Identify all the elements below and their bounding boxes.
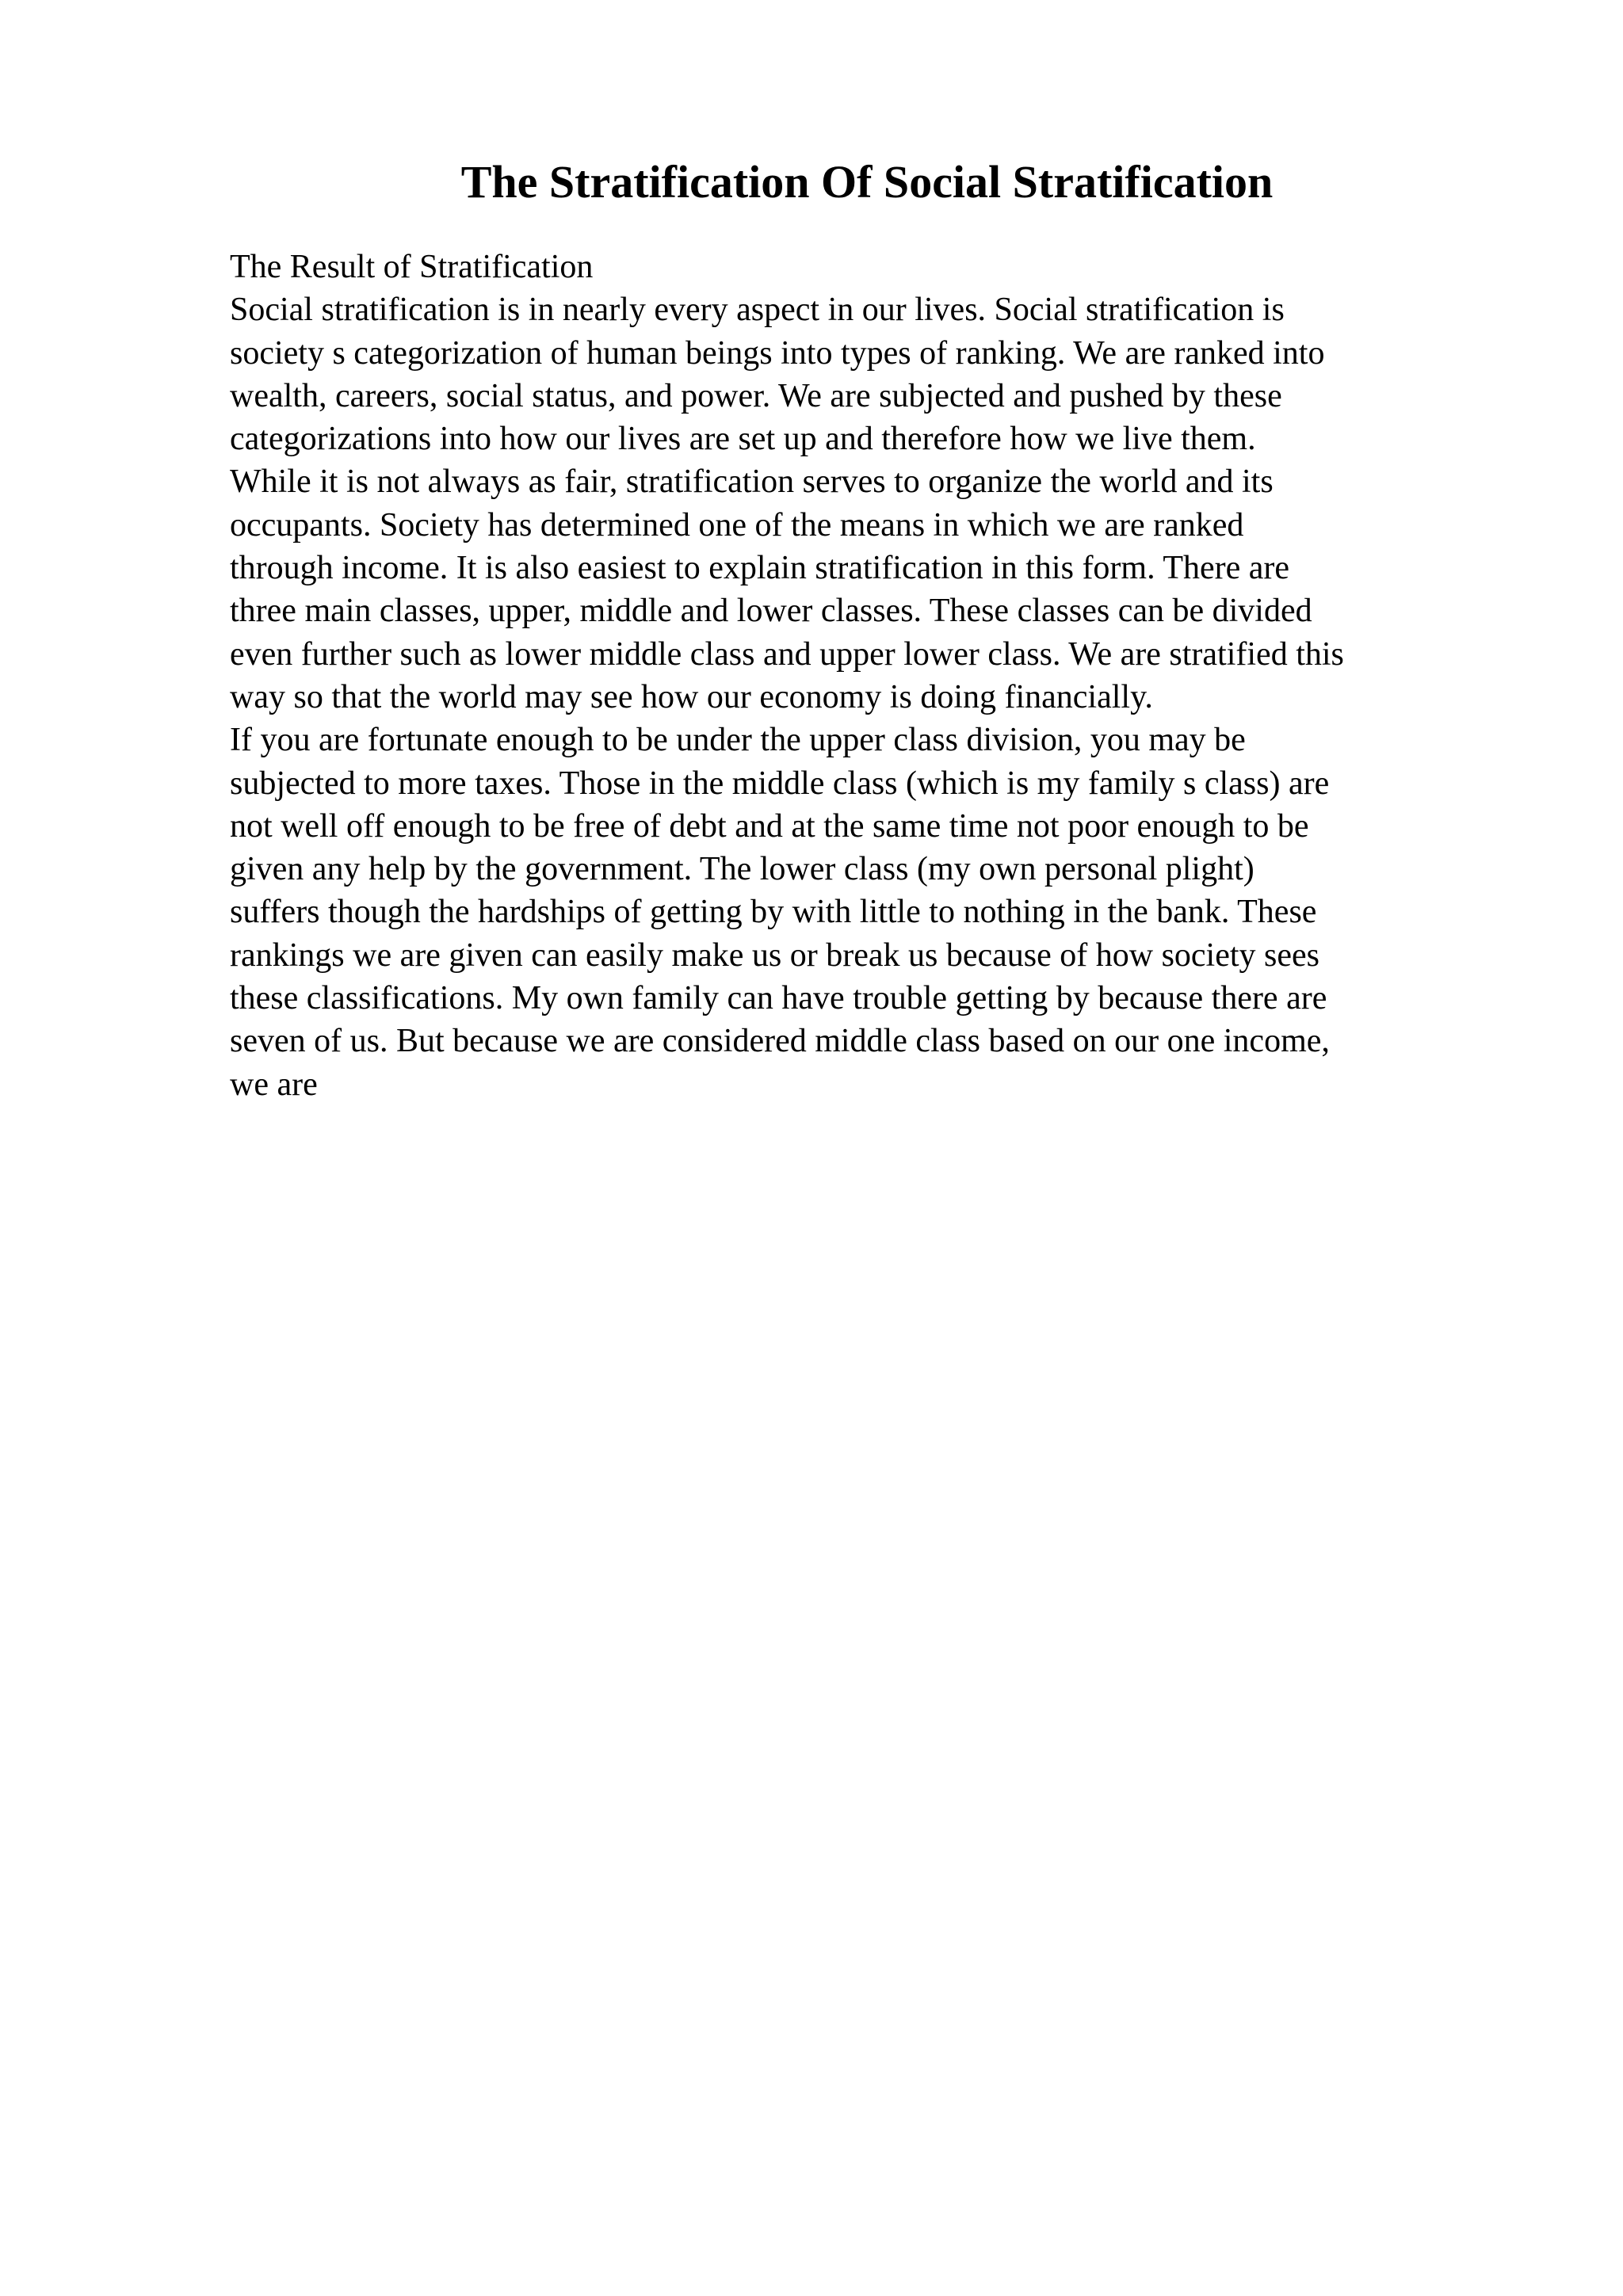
body-line: categorizations into how our lives are set up and therefore how we live them. [230, 421, 1256, 458]
body-line: rankings we are given can easily make us or break us because of how society sees [230, 936, 1320, 974]
body-line: If you are fortunate enough to be under the upper class division, you may be [230, 722, 1246, 759]
body-line: Social stratification is in nearly every aspect in our lives. Social stratification is [230, 292, 1285, 329]
body-line: wealth, careers, social status, and power. We are subjected and pushed by these [230, 377, 1282, 414]
body-line: not well off enough to be free of debt and at the same time not poor enough to be [230, 807, 1309, 845]
body-line: The Result of Stratification [230, 249, 594, 285]
body-line: three main classes, upper, middle and lower classes. These classes can be divided [230, 593, 1312, 630]
body-line: even further such as lower middle class and upper lower class. We are stratified this [230, 635, 1344, 673]
body-line: While it is not always as fair, stratification serves to organize the world and its [230, 463, 1274, 501]
document-body [230, 246, 1466, 1106]
body-line: suffers though the hardships of getting by with little to nothing in the bank. These [230, 894, 1317, 931]
body-line: we are [230, 1066, 318, 1103]
body-line: subjected to more taxes. Those in the middle class (which is my family s class) are [230, 765, 1330, 802]
body-line: occupants. Society has determined one of the means in which we are ranked [230, 506, 1244, 543]
body-line: way so that the world may see how our economy is doing financially. [230, 678, 1153, 715]
body-line: through income. It is also easiest to explain stratification in this form. There are [230, 550, 1290, 587]
body-line: society s categorization of human beings into types of ranking. We are ranked into [230, 334, 1325, 372]
body-line: seven of us. But because we are considered middle class based on our one income, [230, 1023, 1330, 1060]
document-title: The Stratification Of Social Stratification [460, 156, 1274, 208]
body-line: given any help by the government. The lower class (my own personal plight) [230, 851, 1254, 888]
body-line: these classifications. My own family can have trouble getting by because there are [230, 980, 1327, 1017]
